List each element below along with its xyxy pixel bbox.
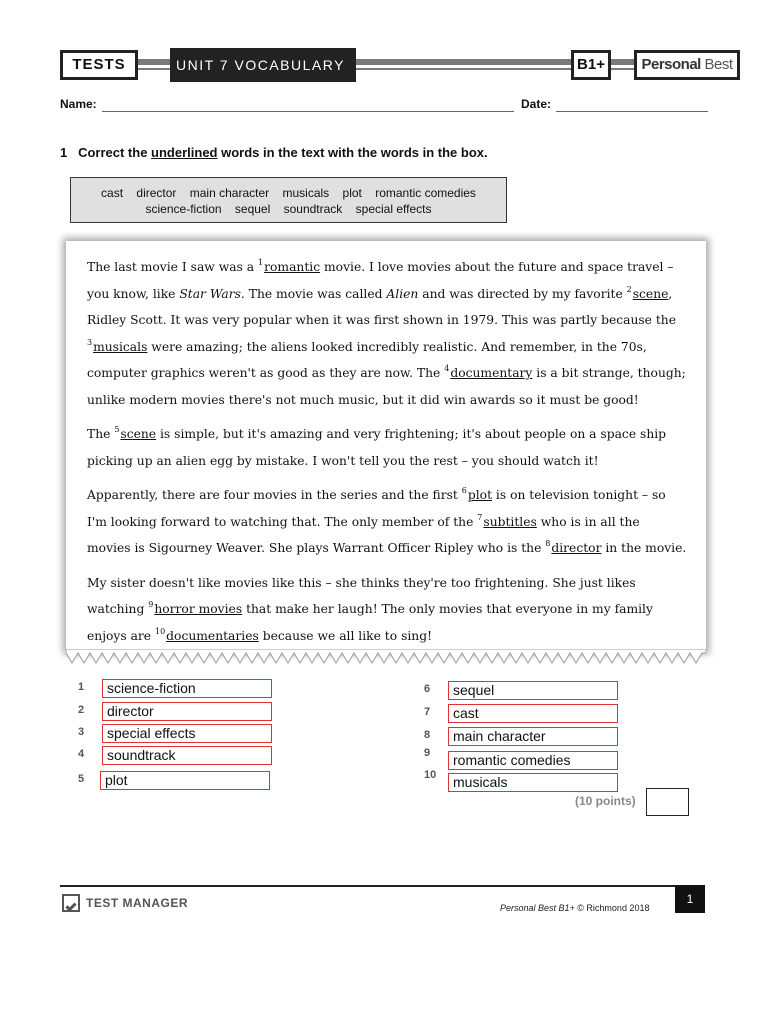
text-run: , Ridley Scott. It was very popular when it was first shown in 1979. This was partly because the bbox=[87, 286, 677, 327]
word-science-fiction: science-fiction bbox=[145, 202, 222, 216]
answer-input-4[interactable]: soundtrack bbox=[102, 746, 272, 765]
answer-number: 6 bbox=[424, 683, 431, 695]
word-box-line-1 bbox=[71, 185, 506, 201]
text-run: My sister doesn't like movies like this – she thinks they're too frightening. She just likes watching bbox=[87, 575, 636, 616]
text-run: is simple, but it's amazing and very frightening; it's about people on a space ship picking up an alien egg by mistake. I won't tell you the rest – you should watch it! bbox=[87, 427, 667, 468]
answer-input-3[interactable]: special effects bbox=[102, 724, 272, 743]
text-run: were amazing; the aliens looked incredibly realistic. And remember, in the 70s, computer graphics weren't as good as they are now. The bbox=[87, 339, 647, 380]
answer-number: 8 bbox=[424, 729, 431, 741]
name-field[interactable] bbox=[102, 111, 514, 112]
unit-title: UNIT 7 VOCABULARY bbox=[170, 48, 356, 82]
underlined-word-10: documentaries bbox=[166, 628, 259, 643]
italic-title-alien: Alien bbox=[386, 286, 419, 301]
footer-rule bbox=[60, 885, 705, 887]
underlined-word-6: plot bbox=[467, 488, 493, 502]
italic-title-star-wars: Star Wars bbox=[179, 286, 241, 301]
word-special-effects: special effects bbox=[355, 202, 432, 216]
text-run: . The movie was called bbox=[240, 286, 387, 301]
gap-number-2: 2 bbox=[626, 284, 632, 294]
name-date-row bbox=[60, 97, 740, 117]
copyright-title: Personal Best B1+ bbox=[500, 903, 575, 913]
answer-input-1[interactable]: science-fiction bbox=[102, 679, 272, 698]
underlined-word-3: musicals bbox=[93, 339, 148, 354]
page-number: 1 bbox=[675, 885, 705, 913]
test-manager-label: TEST MANAGER bbox=[86, 896, 188, 910]
answer-number: 5 bbox=[78, 773, 85, 785]
instruction-text: Correct the bbox=[78, 145, 152, 160]
answer-number: 10 bbox=[424, 769, 437, 781]
name-label: Name: bbox=[60, 97, 97, 111]
date-field[interactable] bbox=[556, 111, 708, 112]
paragraph-3 bbox=[87, 482, 687, 562]
tests-label: TESTS bbox=[60, 50, 138, 80]
answer-input-9[interactable]: romantic comedies bbox=[448, 751, 618, 770]
date-label: Date: bbox=[521, 97, 552, 111]
underlined-word-4: documentary bbox=[450, 366, 533, 380]
word-plot: plot bbox=[342, 186, 362, 200]
text-run: who is in all the movies is Sigourney Weaver. She plays Warrant Officer Ripley who is the bbox=[87, 514, 640, 555]
level-badge: B1+ bbox=[571, 50, 611, 80]
underlined-word-7: subtitles bbox=[483, 514, 537, 529]
answer-number: 4 bbox=[78, 748, 85, 760]
answer-input-2[interactable]: director bbox=[102, 702, 272, 721]
word-box-line-2 bbox=[71, 201, 506, 217]
text-run: in the movie. bbox=[601, 541, 687, 555]
text-run: and was directed by my favorite bbox=[418, 286, 627, 301]
word-sequel: sequel bbox=[234, 202, 271, 216]
text-run: The bbox=[87, 427, 115, 441]
underlined-word-1: romantic bbox=[264, 260, 321, 274]
underlined-word-2: scene bbox=[632, 286, 669, 301]
answer-input-7[interactable]: cast bbox=[448, 704, 618, 723]
text-run: is a bit strange, though; unlike modern movies there's not much music, but it did win awards so it must be good! bbox=[87, 366, 686, 407]
word-main-character: main character bbox=[189, 186, 270, 200]
word-romantic-comedies: romantic comedies bbox=[375, 186, 476, 200]
exercise-instruction bbox=[60, 145, 488, 160]
score-field[interactable] bbox=[646, 788, 689, 816]
underlined-word-9: horror movies bbox=[154, 602, 243, 616]
word-cast: cast bbox=[101, 186, 124, 200]
paragraph-1 bbox=[87, 254, 687, 413]
gap-number-9: 9 bbox=[148, 600, 154, 609]
text-run: Apparently, there are four movies in the series and the first bbox=[87, 488, 462, 502]
text-run: The last movie I saw was a bbox=[87, 260, 259, 274]
answer-number: 7 bbox=[424, 706, 431, 718]
text-run: that make her laugh! The only movies that everyone in my family enjoys are bbox=[87, 602, 653, 643]
gap-number-10: 10 bbox=[154, 626, 166, 636]
gap-number-7: 7 bbox=[477, 512, 483, 522]
word-musicals: musicals bbox=[282, 186, 330, 200]
answer-number: 3 bbox=[78, 726, 85, 738]
test-header bbox=[60, 48, 740, 82]
answer-input-10[interactable]: musicals bbox=[448, 773, 618, 792]
gap-number-5: 5 bbox=[114, 425, 120, 434]
instruction-underlined: underlined bbox=[151, 145, 218, 160]
answer-input-5[interactable]: plot bbox=[100, 771, 270, 790]
underlined-word-5: scene bbox=[120, 427, 157, 441]
answer-input-8[interactable]: main character bbox=[448, 727, 618, 746]
answer-number: 1 bbox=[78, 681, 85, 693]
paragraph-4 bbox=[87, 570, 687, 650]
word-soundtrack: soundtrack bbox=[283, 202, 343, 216]
word-director: director bbox=[136, 186, 177, 200]
copyright-notice bbox=[500, 903, 649, 913]
brand-part2: Best bbox=[704, 56, 733, 73]
reading-text bbox=[87, 254, 687, 657]
gap-number-6: 6 bbox=[461, 486, 467, 495]
gap-number-4: 4 bbox=[444, 364, 450, 373]
text-run: because we all like to sing! bbox=[258, 628, 433, 643]
underlined-word-8: director bbox=[551, 541, 602, 555]
text-run: is on television tonight – so I'm looking forward to watching that. The only member of the bbox=[87, 488, 666, 529]
gap-number-8: 8 bbox=[545, 539, 551, 548]
instruction-text-end: words in the text with the words in the box. bbox=[217, 145, 488, 160]
test-manager-logo bbox=[62, 893, 188, 913]
exercise-number: 1 bbox=[60, 145, 68, 160]
copyright-rest: © Richmond 2018 bbox=[574, 903, 650, 913]
word-box bbox=[70, 177, 507, 223]
answer-number: 9 bbox=[424, 747, 431, 759]
brand-logo bbox=[634, 50, 740, 80]
gap-number-3: 3 bbox=[87, 337, 93, 347]
points-label: (10 points) bbox=[575, 794, 636, 808]
paragraph-2 bbox=[87, 421, 687, 474]
answer-number: 2 bbox=[78, 704, 85, 716]
text-run: movie. I love movies about the future and space travel – you know, like bbox=[87, 260, 674, 301]
checkmark-icon bbox=[62, 894, 80, 912]
gap-number-1: 1 bbox=[258, 258, 264, 267]
brand-part1: Personal bbox=[641, 56, 701, 73]
answer-input-6[interactable]: sequel bbox=[448, 681, 618, 700]
